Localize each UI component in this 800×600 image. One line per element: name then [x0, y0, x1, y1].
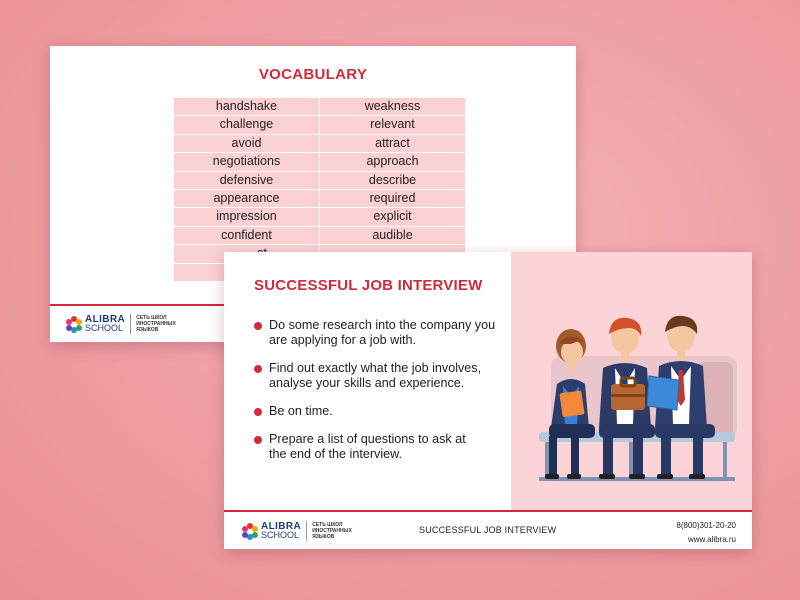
illustration-panel	[511, 252, 752, 510]
alibra-logo	[66, 314, 188, 334]
tips-list	[254, 318, 512, 475]
vocab-word: avoid	[174, 135, 319, 152]
logo-brand: ALIBRA	[85, 314, 126, 325]
vocab-word: challenge	[174, 116, 319, 133]
vocab-word: required	[320, 190, 465, 207]
vocab-word: explicit	[320, 208, 465, 225]
vocab-word: handshake	[174, 98, 319, 115]
bullet-dot-icon	[254, 408, 262, 416]
vocab-word: relevant	[320, 116, 465, 133]
contact-info	[676, 519, 736, 547]
interview-illustration	[511, 252, 752, 510]
alibra-logo	[242, 521, 364, 541]
list-item	[254, 432, 512, 462]
tip-text: Find out exactly what the job involves, analyse your skills and experience.	[269, 361, 482, 390]
vocab-word: audible	[320, 227, 465, 244]
list-item	[254, 361, 512, 391]
tip-text: Prepare a list of questions to ask at the end of the interview.	[269, 432, 466, 461]
slide-title: SUCCESSFUL JOB INTERVIEW	[254, 277, 483, 294]
interview-slide	[224, 252, 752, 549]
vocabulary-title: VOCABULARY	[258, 66, 368, 83]
logo-tagline: СЕТЬ ШКОЛ ИНОСТРАННЫХ ЯЗЫКОВ	[136, 315, 176, 333]
website-link: www.alibra.ru	[687, 535, 736, 544]
vocab-word: confident	[174, 227, 319, 244]
vocab-word: negotiations	[174, 153, 319, 170]
logo-separator	[130, 314, 131, 334]
tip-text: Do some research into the company you are applying for a job with.	[269, 318, 496, 347]
logo-brand-sub: SCHOOL	[261, 530, 300, 540]
logo-brand: ALIBRA	[261, 521, 302, 532]
vocab-word: attract	[320, 135, 465, 152]
vocab-word: appearance	[174, 190, 319, 207]
logo-tagline: СЕТЬ ШКОЛ ИНОСТРАННЫХ ЯЗЫКОВ	[312, 522, 352, 540]
logo-brand-sub: SCHOOL	[85, 323, 124, 333]
tip-text: Be on time.	[269, 404, 333, 418]
bullet-dot-icon	[254, 322, 262, 330]
vocab-word: describe	[320, 172, 465, 189]
phone-number: 8(800)301-20-20	[676, 521, 736, 530]
list-item	[254, 404, 512, 419]
flower-logo-icon	[242, 523, 258, 539]
vocab-word: impression	[174, 208, 319, 225]
flower-logo-icon	[66, 316, 82, 332]
footer-title: SUCCESSFUL JOB INTERVIEW	[419, 525, 557, 535]
logo-separator	[306, 521, 307, 541]
footer-divider	[224, 510, 752, 512]
bullet-dot-icon	[254, 365, 262, 373]
list-item	[254, 318, 512, 348]
vocab-word: weakness	[320, 98, 465, 115]
vocab-word: defensive	[174, 172, 319, 189]
bullet-dot-icon	[254, 436, 262, 444]
vocab-word: approach	[320, 153, 465, 170]
